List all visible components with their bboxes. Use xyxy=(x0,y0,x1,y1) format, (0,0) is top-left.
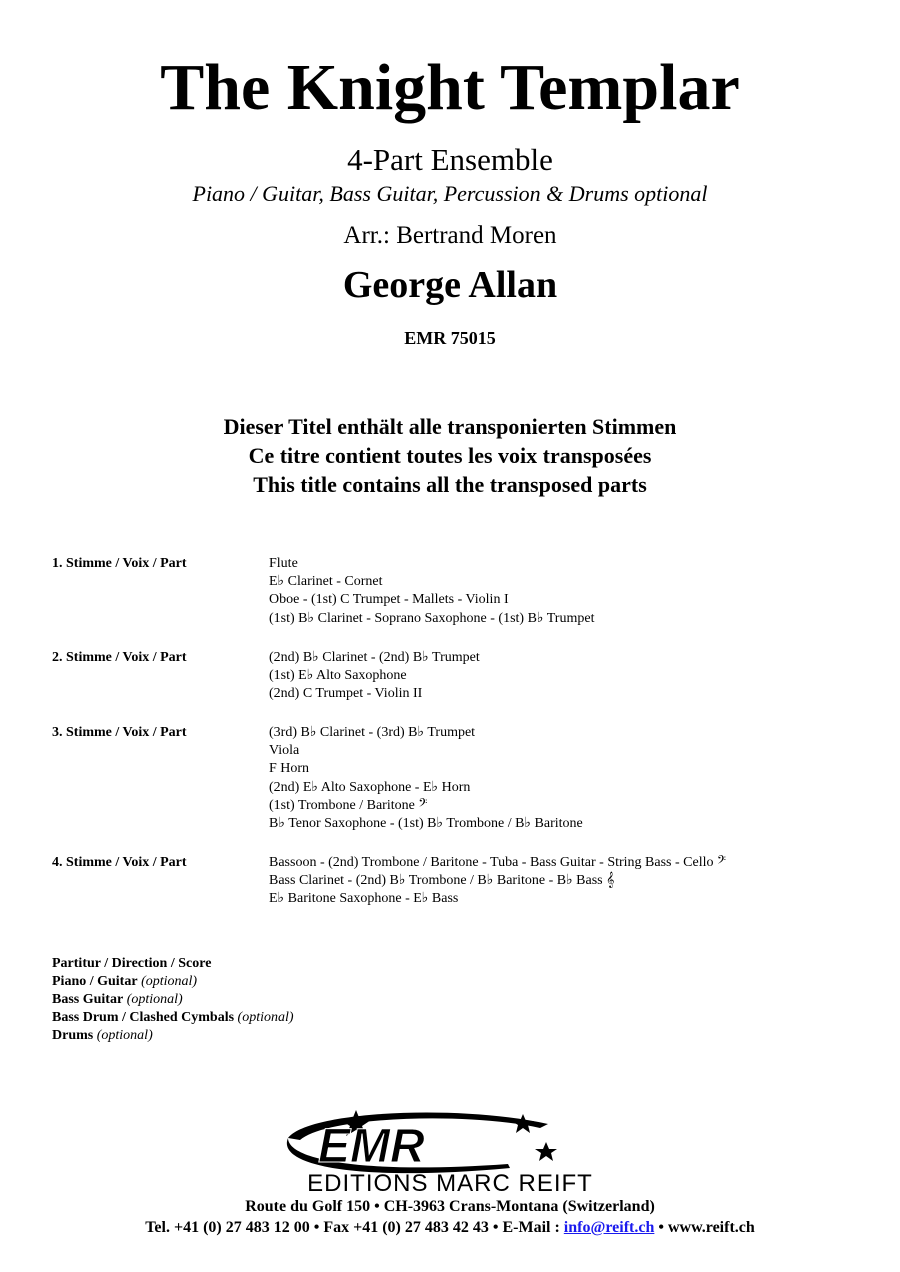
composer-name: George Allan xyxy=(342,264,558,306)
publisher-address: Route du Golf 150 • CH-3963 Crans-Montana (Switzerland) xyxy=(245,1198,655,1215)
part-1-instruments xyxy=(269,555,594,628)
extra-item: Bass Drum / Clashed Cymbals (optional) xyxy=(52,1010,294,1025)
catalog-number: EMR 75015 xyxy=(404,328,496,348)
publisher-name: EDITIONS MARC REIFT xyxy=(307,1170,593,1197)
part-1-label: 1. Stimme / Voix / Part xyxy=(52,556,187,571)
ensemble-subtitle: 4-Part Ensemble xyxy=(347,142,553,177)
instrument-line: (2nd) B♭ Clarinet - (2nd) B♭ Trumpet xyxy=(269,650,480,665)
notice-german: Dieser Titel enthält alle transponierten Stimmen xyxy=(223,414,677,439)
extra-item: Bass Guitar (optional) xyxy=(52,992,183,1007)
extra-item: Partitur / Direction / Score xyxy=(52,956,212,971)
instrument-line: Oboe - (1st) C Trumpet - Mallets - Violin I xyxy=(269,592,509,608)
part-3-instruments xyxy=(269,724,583,833)
instrument-line: (1st) B♭ Clarinet - Soprano Saxophone - (1st) B♭ Trumpet xyxy=(269,610,595,626)
extras-list xyxy=(52,955,294,1045)
extra-item: Drums (optional) xyxy=(52,1028,153,1043)
instrument-line: (1st) E♭ Alto Saxophone xyxy=(269,668,407,684)
extra-item: Piano / Guitar (optional) xyxy=(52,974,198,989)
instrument-line: (2nd) E♭ Alto Saxophone - E♭ Horn xyxy=(269,779,471,795)
email-link[interactable]: info@reift.ch xyxy=(563,1219,655,1236)
instrument-line: Bassoon - (2nd) Trombone / Baritone - Tuba - Bass Guitar - String Bass - Cello 𝄢 xyxy=(269,855,726,870)
instrument-line: Bass Clarinet - (2nd) B♭ Trombone / B♭ Baritone - B♭ Bass 𝄞 xyxy=(269,873,615,889)
instrument-line: B♭ Tenor Saxophone - (1st) B♭ Trombone / B♭ Baritone xyxy=(269,815,583,831)
instrument-line: E♭ Clarinet - Cornet xyxy=(269,574,383,590)
instrument-line: Flute xyxy=(269,556,298,571)
part-3-label: 3. Stimme / Voix / Part xyxy=(52,725,187,740)
part-4-label: 4. Stimme / Voix / Part xyxy=(52,855,187,870)
instrumentation-line: Piano / Guitar, Bass Guitar, Percussion & Drums optional xyxy=(192,181,708,206)
instrument-line: Viola xyxy=(269,743,300,759)
part-2-instruments xyxy=(269,649,480,704)
instrument-line: E♭ Baritone Saxophone - E♭ Bass xyxy=(269,891,459,907)
instrument-line: F Horn xyxy=(269,761,310,777)
logo-emr-text: EMR xyxy=(318,1120,425,1173)
notice-english: This title contains all the transposed parts xyxy=(253,472,647,497)
page-title: The Knight Templar xyxy=(160,51,740,124)
arranger-line: Arr.: Bertrand Moren xyxy=(343,222,557,249)
part-4-instruments xyxy=(269,854,726,909)
part-2-label: 2. Stimme / Voix / Part xyxy=(52,650,187,665)
publisher-contact: Tel. +41 (0) 27 483 12 00 • Fax +41 (0) 27 483 42 43 • E-Mail : info@reift.ch • www.reift.ch xyxy=(145,1219,755,1236)
instrument-line: (1st) Trombone / Baritone 𝄢 xyxy=(269,797,428,813)
instrument-line: (2nd) C Trumpet - Violin II xyxy=(269,686,423,702)
notice-french: Ce titre contient toutes les voix transposées xyxy=(248,443,652,468)
instrument-line: (3rd) B♭ Clarinet - (3rd) B♭ Trumpet xyxy=(269,725,476,740)
